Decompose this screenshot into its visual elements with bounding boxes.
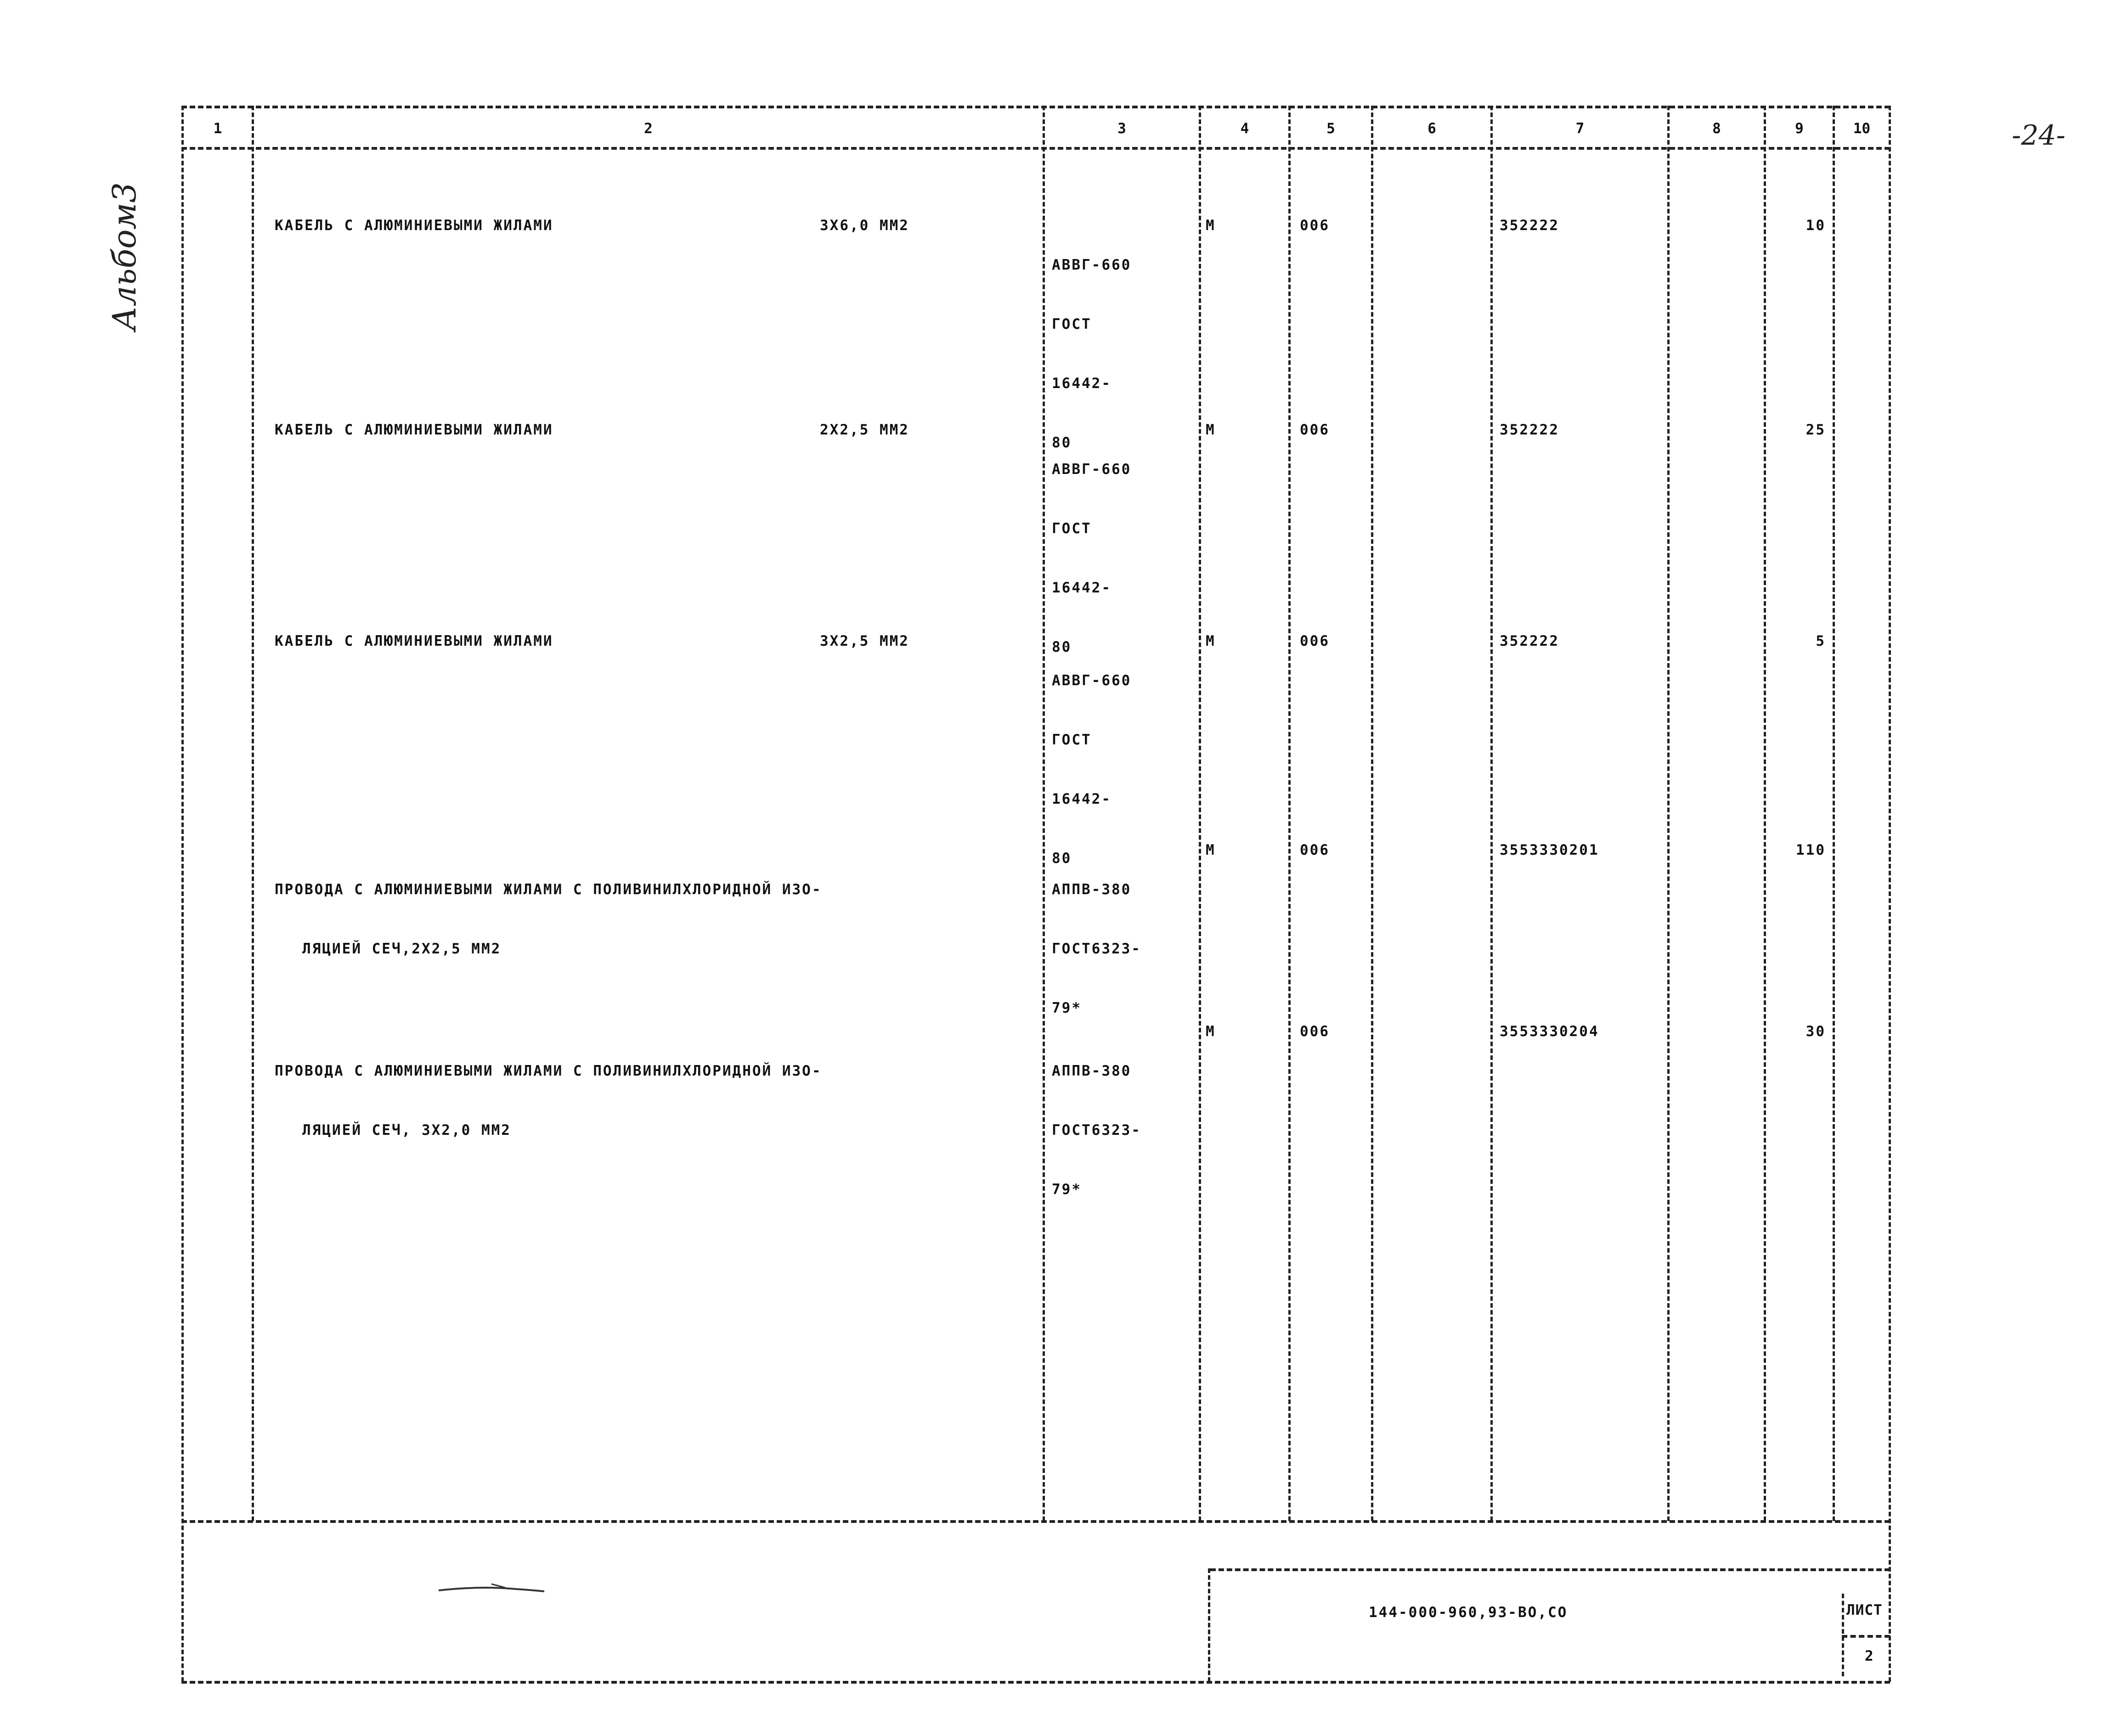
item-name-line: ПРОВОДА С АЛЮМИНИЕВЫМИ ЖИЛАМИ С ПОЛИВИНИЛХЛОРИДНОЙ ИЗО- [275, 881, 822, 898]
item-unit: М [1206, 422, 1216, 438]
item-size: 2X2,5 ММ2 [820, 422, 909, 438]
item-quantity: 110 [1796, 842, 1826, 858]
item-code-7: 352222 [1500, 633, 1559, 649]
item-name [275, 840, 822, 998]
item-type-line: 79* [1052, 1000, 1082, 1016]
document-code: 144-000-960,93-ВО,СО [1369, 1604, 1568, 1621]
item-name-line: ЛЯЦИЕЙ СЕЧ,2X2,5 ММ2 [302, 941, 502, 957]
item-code-7: 352222 [1500, 422, 1559, 438]
col-divider-6 [1490, 106, 1493, 1521]
item-unit: М [1206, 633, 1216, 649]
item-quantity: 25 [1806, 422, 1826, 438]
item-type-line: АППВ-380 [1052, 1063, 1132, 1079]
item-name: КАБЕЛЬ С АЛЮМИНИЕВЫМИ ЖИЛАМИ [275, 217, 553, 234]
item-code-5: 006 [1300, 842, 1330, 858]
col-divider-3 [1199, 106, 1201, 1521]
item-name-line: ПРОВОДА С АЛЮМИНИЕВЫМИ ЖИЛАМИ С ПОЛИВИНИЛХЛОРИДНОЙ ИЗО- [275, 1063, 822, 1079]
item-type-line: ГОСТ6323- [1052, 941, 1141, 957]
signature-mark [436, 1578, 547, 1596]
item-type-line: 79* [1052, 1181, 1082, 1198]
item-quantity: 10 [1806, 217, 1826, 234]
item-type-line: 80 [1052, 434, 1072, 451]
col-header-5: 5 [1326, 120, 1335, 137]
col-divider-5 [1371, 106, 1373, 1521]
item-quantity: 30 [1806, 1023, 1826, 1040]
album-label: Альбом3 [106, 182, 143, 331]
col-header-4: 4 [1240, 120, 1249, 137]
page-number: -24- [2012, 119, 2065, 152]
col-header-7: 7 [1575, 120, 1585, 137]
col-divider-1 [252, 106, 254, 1521]
col-divider-2 [1043, 106, 1045, 1521]
item-type-line: АВВГ-660 [1052, 257, 1132, 273]
item-type-line: АППВ-380 [1052, 881, 1132, 898]
col-header-9: 9 [1795, 120, 1804, 137]
item-type-line: 16442- [1052, 375, 1112, 392]
item-type-line: 16442- [1052, 580, 1112, 596]
stamp-top-border [1210, 1568, 1890, 1571]
col-divider-7 [1667, 106, 1670, 1521]
item-unit: М [1206, 217, 1216, 234]
item-size: 3X6,0 ММ2 [820, 217, 909, 234]
item-name: КАБЕЛЬ С АЛЮМИНИЕВЫМИ ЖИЛАМИ [275, 422, 553, 438]
item-quantity: 5 [1816, 633, 1826, 649]
item-name [275, 1022, 822, 1180]
col-header-2: 2 [644, 120, 653, 137]
col-divider-8 [1764, 106, 1766, 1521]
sheet-left-border [1842, 1594, 1844, 1676]
col-header-6: 6 [1428, 120, 1436, 137]
table-body-bottom-border [181, 1520, 1890, 1523]
col-divider-4 [1288, 106, 1291, 1521]
item-code-7: 3553330204 [1500, 1023, 1599, 1040]
item-type [1052, 1022, 1141, 1239]
item-type-line: АВВГ-660 [1052, 672, 1132, 689]
col-header-3: 3 [1117, 120, 1126, 137]
col-divider-9 [1833, 106, 1835, 1521]
item-type-line: 16442- [1052, 791, 1112, 807]
item-code-5: 006 [1300, 1023, 1330, 1040]
item-unit: М [1206, 842, 1216, 858]
table-row [0, 1022, 2116, 1198]
col-header-10: 10 [1853, 120, 1871, 137]
item-size: 3X2,5 ММ2 [820, 633, 909, 649]
item-type-line: 80 [1052, 639, 1072, 655]
item-unit: М [1206, 1023, 1216, 1040]
page-bottom-border [181, 1681, 1890, 1684]
sheet-number: 2 [1865, 1648, 1875, 1664]
item-type-line: 80 [1052, 850, 1072, 867]
item-code-5: 006 [1300, 633, 1330, 649]
col-header-8: 8 [1712, 120, 1721, 137]
header-bottom-border [181, 147, 1890, 150]
item-code-5: 006 [1300, 217, 1330, 234]
item-code-5: 006 [1300, 422, 1330, 438]
sheet-label: ЛИСТ [1846, 1602, 1883, 1618]
item-name: КАБЕЛЬ С АЛЮМИНИЕВЫМИ ЖИЛАМИ [275, 633, 553, 649]
table-top-border [181, 106, 1890, 108]
item-type-line: ГОСТ [1052, 520, 1092, 537]
table-row [0, 840, 2116, 1016]
col-header-1: 1 [213, 120, 222, 137]
item-type-line: ГОСТ [1052, 316, 1092, 333]
item-type-line: АВВГ-660 [1052, 461, 1132, 478]
item-name-line: ЛЯЦИЕЙ СЕЧ, 3X2,0 ММ2 [302, 1122, 511, 1139]
sheet-divider [1842, 1635, 1890, 1638]
item-code-7: 3553330201 [1500, 842, 1599, 858]
item-type-line: ГОСТ [1052, 732, 1092, 748]
stamp-left-border [1208, 1568, 1210, 1682]
item-type-line: ГОСТ6323- [1052, 1122, 1141, 1139]
item-code-7: 352222 [1500, 217, 1559, 234]
